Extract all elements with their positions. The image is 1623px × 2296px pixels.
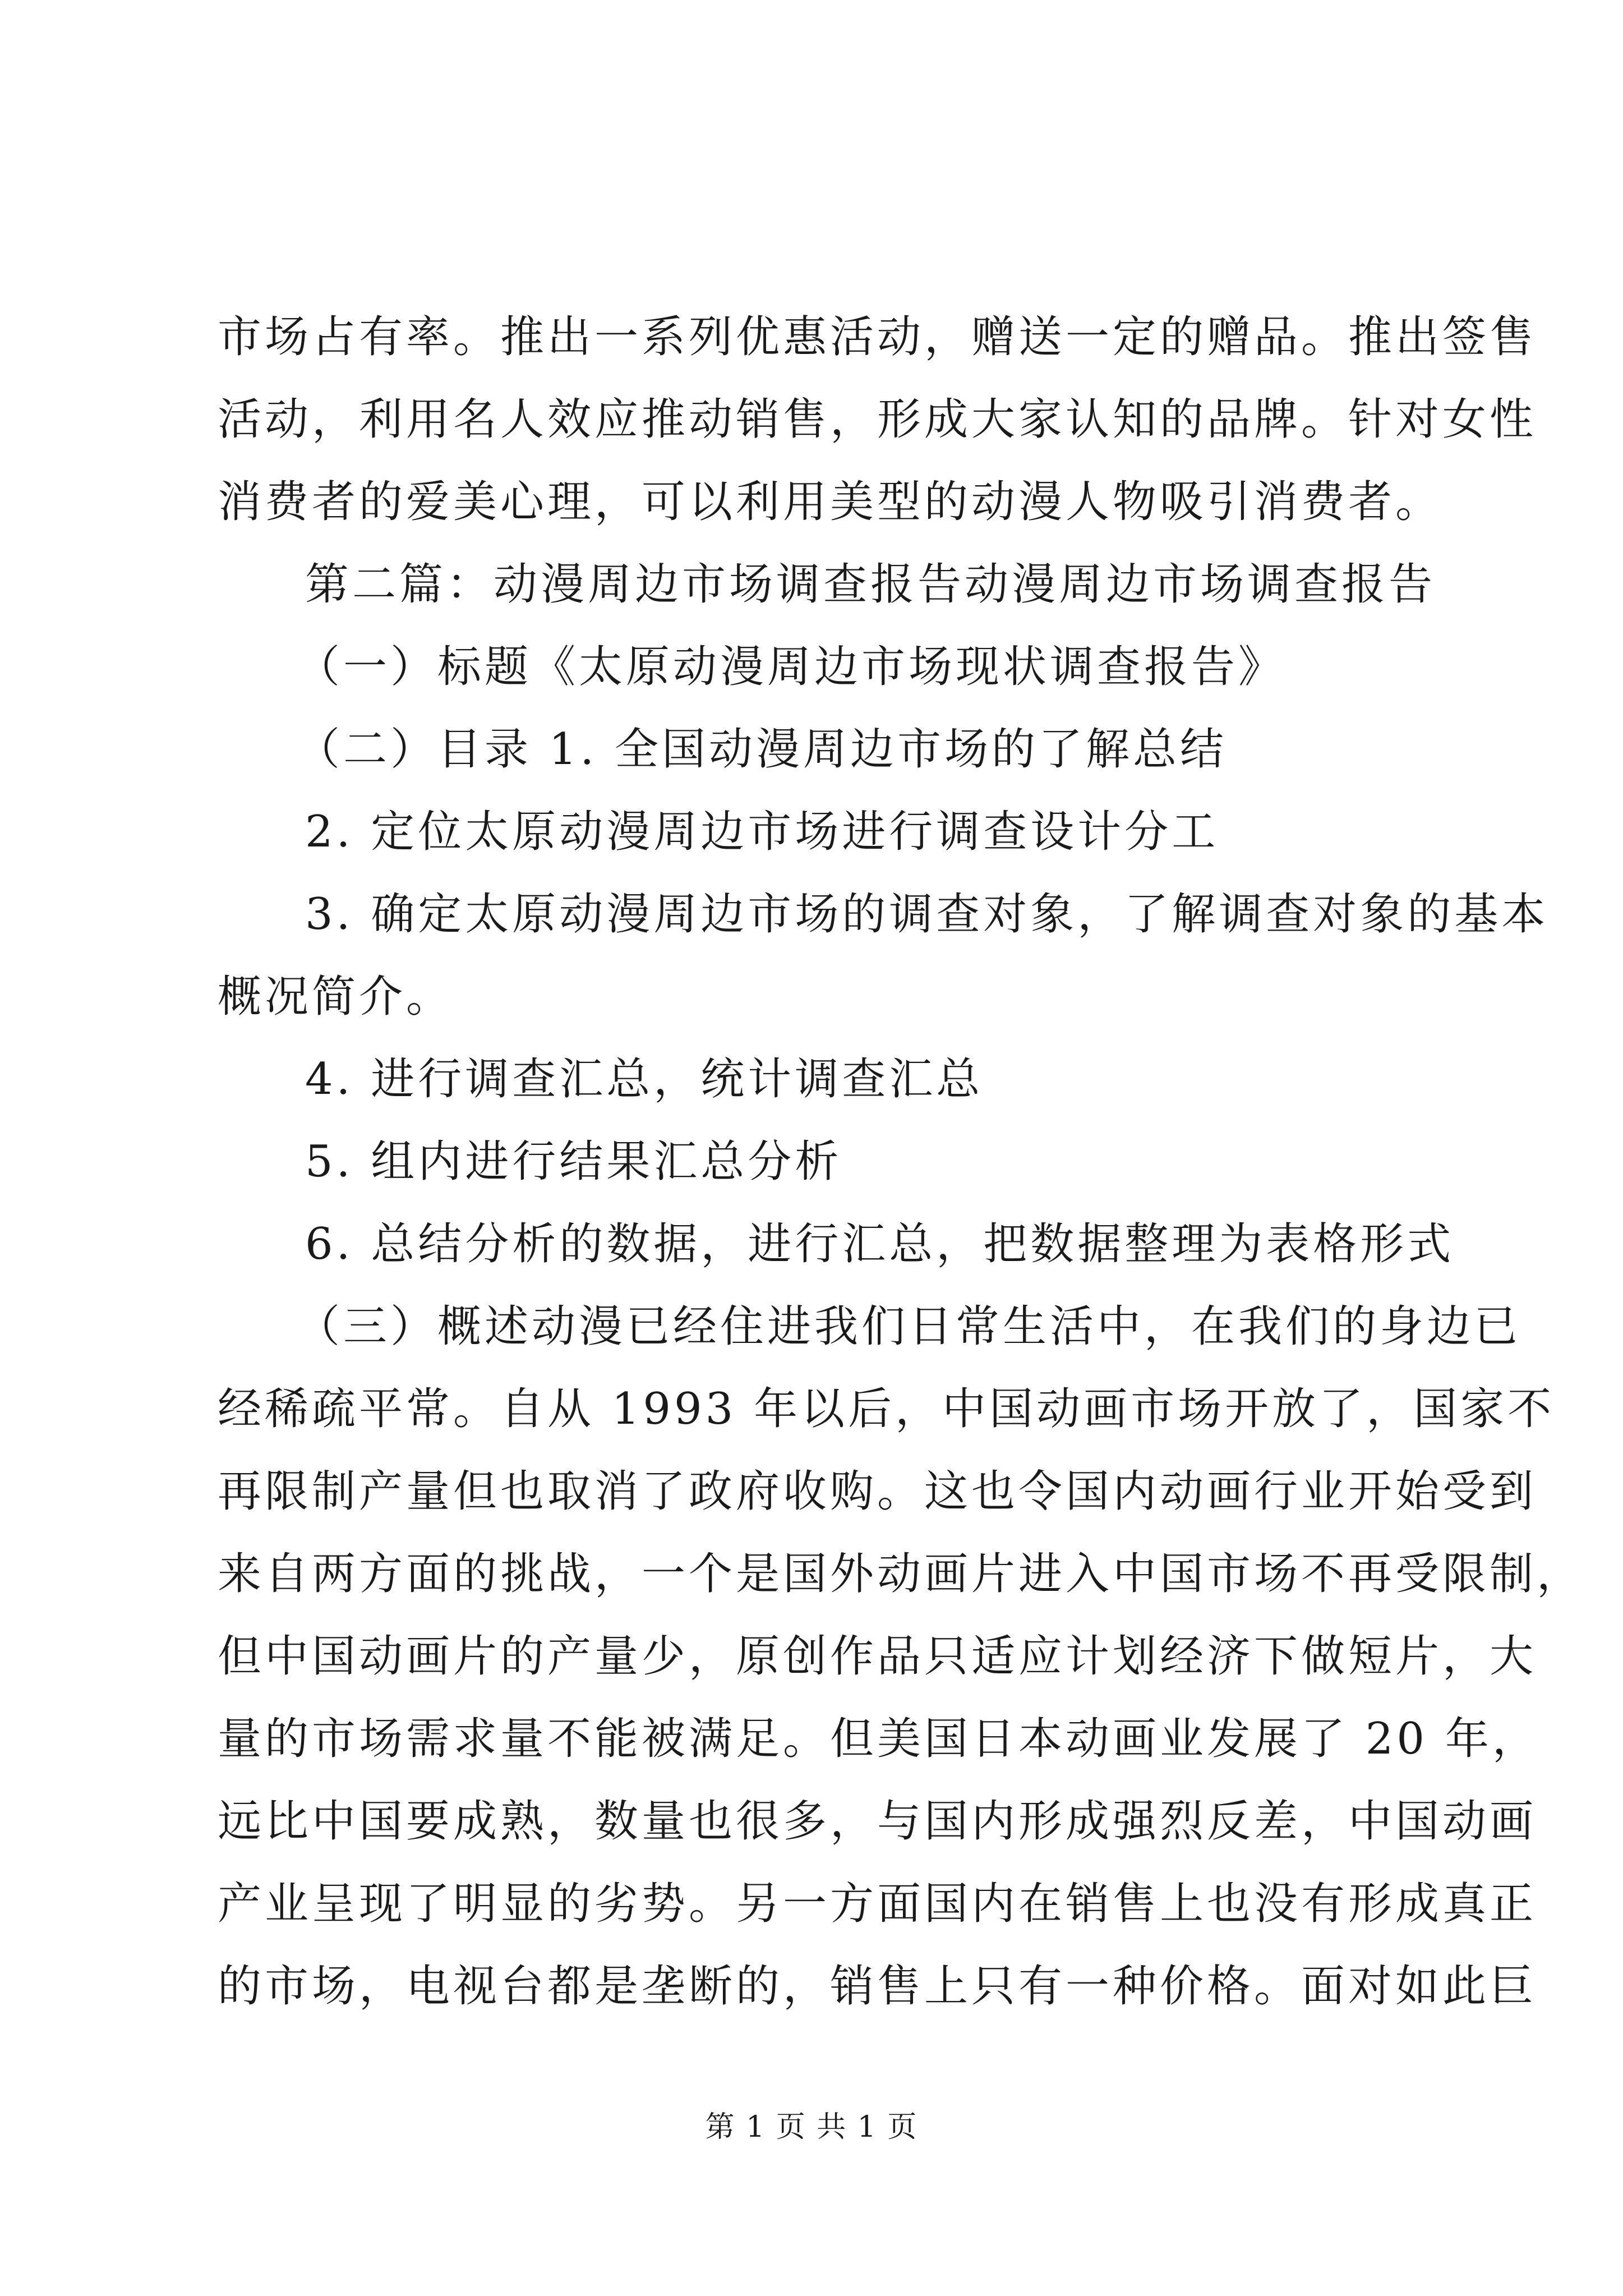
text-line: 2. 定位太原动漫周边市场进行调查设计分工 [305,807,1219,857]
text-line: （三）概述动漫已经住进我们日常生活中，在我们的身边已 [296,1301,1521,1352]
text-line: 市场占有率。推出一系列优惠活动，赠送一定的赠品。推出签售 [218,312,1537,362]
text-line: 产业呈现了明显的劣势。另一方面国内在销售上也没有形成真正 [218,1879,1537,1929]
text-line: 3. 确定太原动漫周边市场的调查对象，了解调查对象的基本 [305,889,1549,940]
text-line: 经稀疏平常。自从 1993 年以后，中国动画市场开放了，国家不 [218,1384,1555,1434]
text-line: 远比中国要成熟，数量也很多，与国内形成强烈反差，中国动画 [218,1796,1537,1847]
text-line: 来自两方面的挑战，一个是国外动画片进入中国市场不再受限制， [218,1549,1584,1599]
text-line: 6. 总结分析的数据，进行汇总，把数据整理为表格形式 [305,1219,1455,1269]
text-line: 消费者的爱美心理，可以利用美型的动漫人物吸引消费者。 [218,477,1443,527]
text-line: 但中国动画片的产量少，原创作品只适应计划经济下做短片，大 [218,1631,1537,1682]
text-line: 再限制产量但也取消了政府收购。这也令国内动画行业开始受到 [218,1466,1537,1517]
text-line: 5. 组内进行结果汇总分析 [305,1137,842,1187]
section-heading: 第二篇：动漫周边市场调查报告动漫周边市场调查报告 [305,559,1436,610]
text-line: 4. 进行调查汇总，统计调查汇总 [305,1054,984,1105]
text-line: 概况简介。 [218,972,454,1022]
text-line: 活动，利用名人效应推动销售，形成大家认知的品牌。针对女性 [218,394,1537,445]
page-footer: 第 1 页 共 1 页 [705,2110,918,2144]
document-body [218,296,1584,2028]
text-line: 量的市场需求量不能被满足。但美国日本动画业发展了 20 年， [218,1714,1539,1764]
text-line: （二）目录 1. 全国动漫周边市场的了解总结 [296,724,1228,775]
text-line: （一）标题《太原动漫周边市场现状调查报告》 [296,642,1286,692]
text-line: 的市场，电视台都是垄断的，销售上只有一种价格。面对如此巨 [218,1961,1537,2012]
